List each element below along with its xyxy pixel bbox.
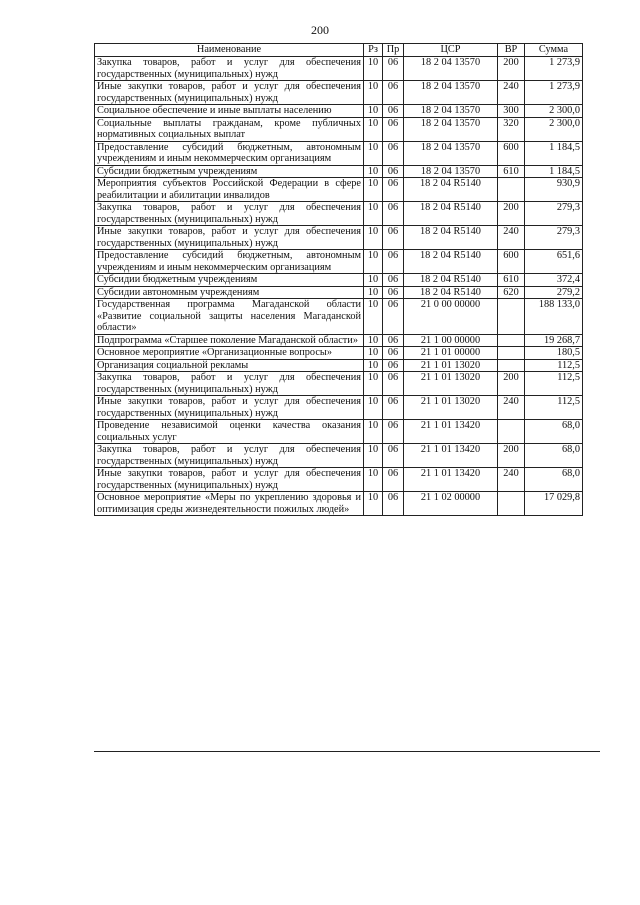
table-row xyxy=(95,105,583,118)
table-row xyxy=(95,396,583,420)
table-row xyxy=(95,274,583,287)
cell-sum: 112,5 xyxy=(525,359,583,372)
cell-name: Основное мероприятие «Организационные вопросы» xyxy=(95,347,364,360)
cell-pr: 06 xyxy=(383,178,404,202)
cell-rz: 10 xyxy=(364,359,383,372)
cell-vr: 240 xyxy=(498,396,525,420)
cell-vr xyxy=(498,347,525,360)
cell-csr: 18 2 04 13570 xyxy=(404,141,498,165)
cell-name: Субсидии бюджетным учреждениям xyxy=(95,274,364,287)
cell-name: Иные закупки товаров, работ и услуг для обеспечения государственных (муниципальных) нужд xyxy=(95,226,364,250)
cell-rz: 10 xyxy=(364,396,383,420)
cell-pr: 06 xyxy=(383,165,404,178)
table-row xyxy=(95,141,583,165)
cell-name: Предоставление субсидий бюджетным, автономным учреждениям и иным некоммерческим организациям xyxy=(95,141,364,165)
cell-sum: 17 029,8 xyxy=(525,492,583,516)
cell-name: Закупка товаров, работ и услуг для обеспечения государственных (муниципальных) нужд xyxy=(95,444,364,468)
cell-vr xyxy=(498,178,525,202)
cell-sum: 2 300,0 xyxy=(525,105,583,118)
page-number: 200 xyxy=(311,23,329,37)
cell-name: Проведение независимой оценки качества оказания социальных услуг xyxy=(95,420,364,444)
cell-pr: 06 xyxy=(383,226,404,250)
cell-csr: 21 1 01 13420 xyxy=(404,468,498,492)
cell-name: Мероприятия субъектов Российской Федерации в сфере реабилитации и абилитации инвалидов xyxy=(95,178,364,202)
table-row xyxy=(95,165,583,178)
table-header-row xyxy=(95,44,583,57)
table-row xyxy=(95,299,583,335)
cell-sum: 651,6 xyxy=(525,250,583,274)
cell-sum: 279,3 xyxy=(525,202,583,226)
cell-rz: 10 xyxy=(364,299,383,335)
cell-pr: 06 xyxy=(383,141,404,165)
cell-sum: 279,2 xyxy=(525,286,583,299)
cell-vr: 600 xyxy=(498,250,525,274)
cell-name: Субсидии бюджетным учреждениям xyxy=(95,165,364,178)
cell-rz: 10 xyxy=(364,347,383,360)
cell-pr: 06 xyxy=(383,105,404,118)
cell-pr: 06 xyxy=(383,202,404,226)
cell-vr: 320 xyxy=(498,117,525,141)
cell-csr: 18 2 04 13570 xyxy=(404,81,498,105)
header-sum: Сумма xyxy=(525,44,583,57)
cell-name: Предоставление субсидий бюджетным, автономным учреждениям и иным некоммерческим организациям xyxy=(95,250,364,274)
cell-pr: 06 xyxy=(383,420,404,444)
cell-name: Организация социальной рекламы xyxy=(95,359,364,372)
cell-sum: 930,9 xyxy=(525,178,583,202)
cell-pr: 06 xyxy=(383,372,404,396)
cell-sum: 188 133,0 xyxy=(525,299,583,335)
cell-csr: 21 1 01 13020 xyxy=(404,359,498,372)
cell-name: Иные закупки товаров, работ и услуг для обеспечения государственных (муниципальных) нужд xyxy=(95,396,364,420)
cell-csr: 18 2 04 13570 xyxy=(404,105,498,118)
cell-rz: 10 xyxy=(364,178,383,202)
cell-rz: 10 xyxy=(364,492,383,516)
cell-vr: 620 xyxy=(498,286,525,299)
cell-rz: 10 xyxy=(364,444,383,468)
cell-pr: 06 xyxy=(383,81,404,105)
cell-sum: 19 268,7 xyxy=(525,334,583,347)
header-csr: ЦСР xyxy=(404,44,498,57)
cell-name: Закупка товаров, работ и услуг для обеспечения государственных (муниципальных) нужд xyxy=(95,57,364,81)
cell-csr: 18 2 04 R5140 xyxy=(404,202,498,226)
cell-sum: 68,0 xyxy=(525,444,583,468)
cell-sum: 1 184,5 xyxy=(525,165,583,178)
cell-csr: 21 0 00 00000 xyxy=(404,299,498,335)
cell-pr: 06 xyxy=(383,492,404,516)
cell-csr: 21 1 01 00000 xyxy=(404,347,498,360)
cell-sum: 1 273,9 xyxy=(525,57,583,81)
cell-rz: 10 xyxy=(364,57,383,81)
cell-pr: 06 xyxy=(383,117,404,141)
cell-pr: 06 xyxy=(383,57,404,81)
header-rz: Рз xyxy=(364,44,383,57)
budget-table xyxy=(94,43,583,516)
cell-vr xyxy=(498,359,525,372)
cell-rz: 10 xyxy=(364,286,383,299)
cell-pr: 06 xyxy=(383,334,404,347)
cell-vr: 240 xyxy=(498,226,525,250)
cell-pr: 06 xyxy=(383,347,404,360)
cell-pr: 06 xyxy=(383,299,404,335)
cell-rz: 10 xyxy=(364,274,383,287)
cell-csr: 18 2 04 R5140 xyxy=(404,250,498,274)
table-row xyxy=(95,468,583,492)
cell-name: Закупка товаров, работ и услуг для обеспечения государственных (муниципальных) нужд xyxy=(95,372,364,396)
table-row xyxy=(95,57,583,81)
table-row xyxy=(95,420,583,444)
cell-sum: 372,4 xyxy=(525,274,583,287)
cell-pr: 06 xyxy=(383,468,404,492)
cell-csr: 18 2 04 R5140 xyxy=(404,178,498,202)
cell-vr: 240 xyxy=(498,81,525,105)
cell-name: Социальное обеспечение и иные выплаты населению xyxy=(95,105,364,118)
table-row xyxy=(95,359,583,372)
cell-pr: 06 xyxy=(383,359,404,372)
table-row xyxy=(95,81,583,105)
cell-csr: 18 2 04 13570 xyxy=(404,57,498,81)
cell-name: Иные закупки товаров, работ и услуг для обеспечения государственных (муниципальных) нужд xyxy=(95,81,364,105)
cell-vr: 240 xyxy=(498,468,525,492)
cell-vr: 200 xyxy=(498,57,525,81)
table-body xyxy=(95,57,583,516)
cell-vr: 610 xyxy=(498,274,525,287)
cell-rz: 10 xyxy=(364,468,383,492)
cell-vr: 610 xyxy=(498,165,525,178)
cell-vr xyxy=(498,299,525,335)
cell-vr: 300 xyxy=(498,105,525,118)
cell-vr: 200 xyxy=(498,444,525,468)
cell-vr: 200 xyxy=(498,202,525,226)
table-row xyxy=(95,117,583,141)
cell-sum: 68,0 xyxy=(525,468,583,492)
cell-rz: 10 xyxy=(364,165,383,178)
table-row xyxy=(95,334,583,347)
footer-rule xyxy=(94,751,600,752)
table-row xyxy=(95,347,583,360)
cell-rz: 10 xyxy=(364,226,383,250)
cell-name: Закупка товаров, работ и услуг для обеспечения государственных (муниципальных) нужд xyxy=(95,202,364,226)
cell-vr xyxy=(498,420,525,444)
cell-csr: 18 2 04 13570 xyxy=(404,165,498,178)
cell-rz: 10 xyxy=(364,141,383,165)
cell-csr: 21 1 02 00000 xyxy=(404,492,498,516)
cell-sum: 1 273,9 xyxy=(525,81,583,105)
cell-csr: 18 2 04 13570 xyxy=(404,117,498,141)
cell-csr: 18 2 04 R5140 xyxy=(404,226,498,250)
cell-name: Подпрограмма «Старшее поколение Магаданской области» xyxy=(95,334,364,347)
header-pr: Пр xyxy=(383,44,404,57)
cell-rz: 10 xyxy=(364,202,383,226)
cell-sum: 180,5 xyxy=(525,347,583,360)
cell-vr xyxy=(498,334,525,347)
cell-csr: 21 1 01 13020 xyxy=(404,372,498,396)
header-name: Наименование xyxy=(95,44,364,57)
cell-vr xyxy=(498,492,525,516)
cell-rz: 10 xyxy=(364,334,383,347)
cell-sum: 2 300,0 xyxy=(525,117,583,141)
cell-name: Государственная программа Магаданской области «Развитие социальной защиты населения Магаданской области» xyxy=(95,299,364,335)
header-vr: ВР xyxy=(498,44,525,57)
cell-sum: 1 184,5 xyxy=(525,141,583,165)
cell-csr: 18 2 04 R5140 xyxy=(404,274,498,287)
cell-rz: 10 xyxy=(364,420,383,444)
table-row xyxy=(95,226,583,250)
table-row xyxy=(95,372,583,396)
cell-pr: 06 xyxy=(383,396,404,420)
cell-vr: 200 xyxy=(498,372,525,396)
table-row xyxy=(95,178,583,202)
cell-pr: 06 xyxy=(383,286,404,299)
cell-rz: 10 xyxy=(364,105,383,118)
cell-name: Субсидии автономным учреждениям xyxy=(95,286,364,299)
table-row xyxy=(95,250,583,274)
table-row xyxy=(95,202,583,226)
cell-name: Основное мероприятие «Меры по укреплению здоровья и оптимизация среды жизнедеятельности пожилых людей» xyxy=(95,492,364,516)
cell-name: Социальные выплаты гражданам, кроме публичных нормативных социальных выплат xyxy=(95,117,364,141)
cell-csr: 18 2 04 R5140 xyxy=(404,286,498,299)
cell-name: Иные закупки товаров, работ и услуг для обеспечения государственных (муниципальных) нужд xyxy=(95,468,364,492)
cell-csr: 21 1 00 00000 xyxy=(404,334,498,347)
cell-rz: 10 xyxy=(364,117,383,141)
table-row xyxy=(95,286,583,299)
cell-rz: 10 xyxy=(364,81,383,105)
cell-csr: 21 1 01 13420 xyxy=(404,444,498,468)
cell-vr: 600 xyxy=(498,141,525,165)
table-row xyxy=(95,444,583,468)
cell-csr: 21 1 01 13420 xyxy=(404,420,498,444)
cell-pr: 06 xyxy=(383,250,404,274)
cell-sum: 279,3 xyxy=(525,226,583,250)
cell-sum: 112,5 xyxy=(525,396,583,420)
table-row xyxy=(95,492,583,516)
cell-csr: 21 1 01 13020 xyxy=(404,396,498,420)
cell-sum: 112,5 xyxy=(525,372,583,396)
cell-rz: 10 xyxy=(364,372,383,396)
cell-rz: 10 xyxy=(364,250,383,274)
cell-pr: 06 xyxy=(383,274,404,287)
cell-sum: 68,0 xyxy=(525,420,583,444)
cell-pr: 06 xyxy=(383,444,404,468)
